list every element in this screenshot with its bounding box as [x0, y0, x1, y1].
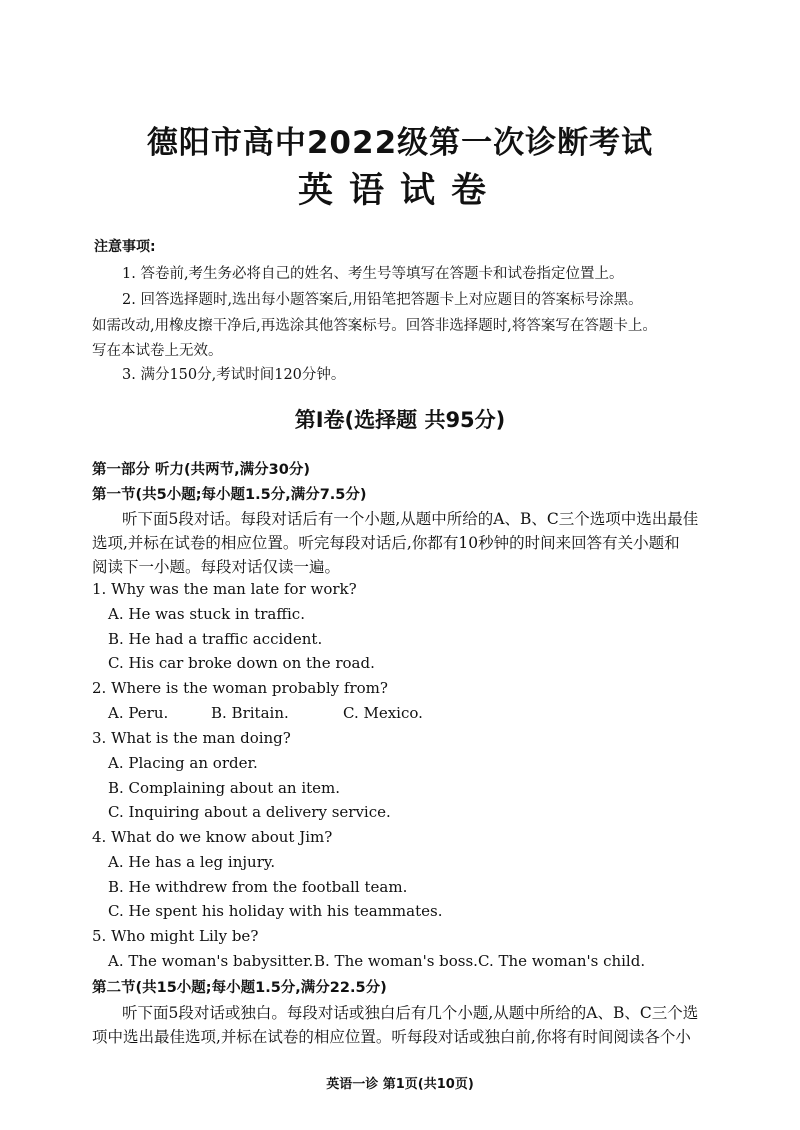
question-3-option-b: B. Complaining about an item.	[108, 779, 341, 797]
section2-instruction-line-1: 听下面5段对话或独白。每段对话或独白后有几个小题,从题中所给的A、B、C三个选	[122, 1004, 699, 1022]
part1-heading: 第一部分 听力(共两节,满分30分)	[92, 462, 310, 478]
question-4-option-a: A. He has a leg injury.	[108, 853, 276, 871]
note-2-line-1: 2. 回答选择题时,选出每小题答案后,用铅笔把答题卡上对应题目的答案标号涂黑。	[122, 292, 643, 308]
question-4-option-b: B. He withdrew from the football team.	[108, 878, 408, 896]
section1-heading: 第一节(共5小题;每小题1.5分,满分7.5分)	[92, 487, 367, 503]
note-2-line-2: 如需改动,用橡皮擦干净后,再选涂其他答案标号。回答非选择题时,将答案写在答题卡上。	[92, 318, 657, 334]
section-title: 第Ⅰ卷(选择题 共95分)	[294, 408, 506, 432]
question-2-option-a: A. Peru.	[108, 704, 169, 722]
page-footer: 英语一诊 第1页(共10页)	[326, 1077, 474, 1092]
question-2-option-b: B. Britain.	[211, 704, 289, 722]
note-1: 1. 答卷前,考生务必将自己的姓名、考生号等填写在答题卡和试卷指定位置上。	[122, 266, 624, 282]
exam-subtitle: 英语试卷	[297, 171, 502, 211]
question-5-option-c: C. The woman's child.	[478, 952, 646, 970]
exam-title: 德阳市高中2022级第一次诊断考试	[146, 125, 654, 161]
question-5-option-a: A. The woman's babysitter.	[108, 952, 314, 970]
question-1-option-c: C. His car broke down on the road.	[108, 654, 375, 672]
section1-instruction-line-2: 选项,并标在试卷的相应位置。听完每段对话后,你都有10秒钟的时间来回答有关小题和	[92, 534, 680, 552]
section1-instruction-line-3: 阅读下一小题。每段对话仅读一遍。	[92, 558, 341, 576]
question-2-option-c: C. Mexico.	[343, 704, 423, 722]
section1-instruction-line-1: 听下面5段对话。每段对话后有一个小题,从题中所给的A、B、C三个选项中选出最佳	[122, 510, 699, 528]
question-3-option-a: A. Placing an order.	[108, 754, 258, 772]
section2-heading: 第二节(共15小题;每小题1.5分,满分22.5分)	[92, 980, 387, 996]
notes-heading: 注意事项:	[94, 239, 156, 255]
question-4: 4. What do we know about Jim?	[92, 828, 333, 846]
question-2: 2. Where is the woman probably from?	[92, 679, 388, 697]
question-5: 5. Who might Lily be?	[92, 927, 259, 945]
question-1-option-a: A. He was stuck in traffic.	[108, 605, 305, 623]
question-3-option-c: C. Inquiring about a delivery service.	[108, 803, 391, 821]
note-3: 3. 满分150分,考试时间120分钟。	[122, 367, 346, 383]
question-4-option-c: C. He spent his holiday with his teammates.	[108, 902, 443, 920]
question-1: 1. Why was the man late for work?	[92, 580, 357, 598]
question-5-option-b: B. The woman's boss.	[314, 952, 478, 970]
question-1-option-b: B. He had a traffic accident.	[108, 630, 323, 648]
section2-instruction-line-2: 项中选出最佳选项,并标在试卷的相应位置。听每段对话或独白前,你将有时间阅读各个小	[92, 1028, 691, 1046]
note-2-line-3: 写在本试卷上无效。	[92, 343, 223, 359]
question-3: 3. What is the man doing?	[92, 729, 291, 747]
